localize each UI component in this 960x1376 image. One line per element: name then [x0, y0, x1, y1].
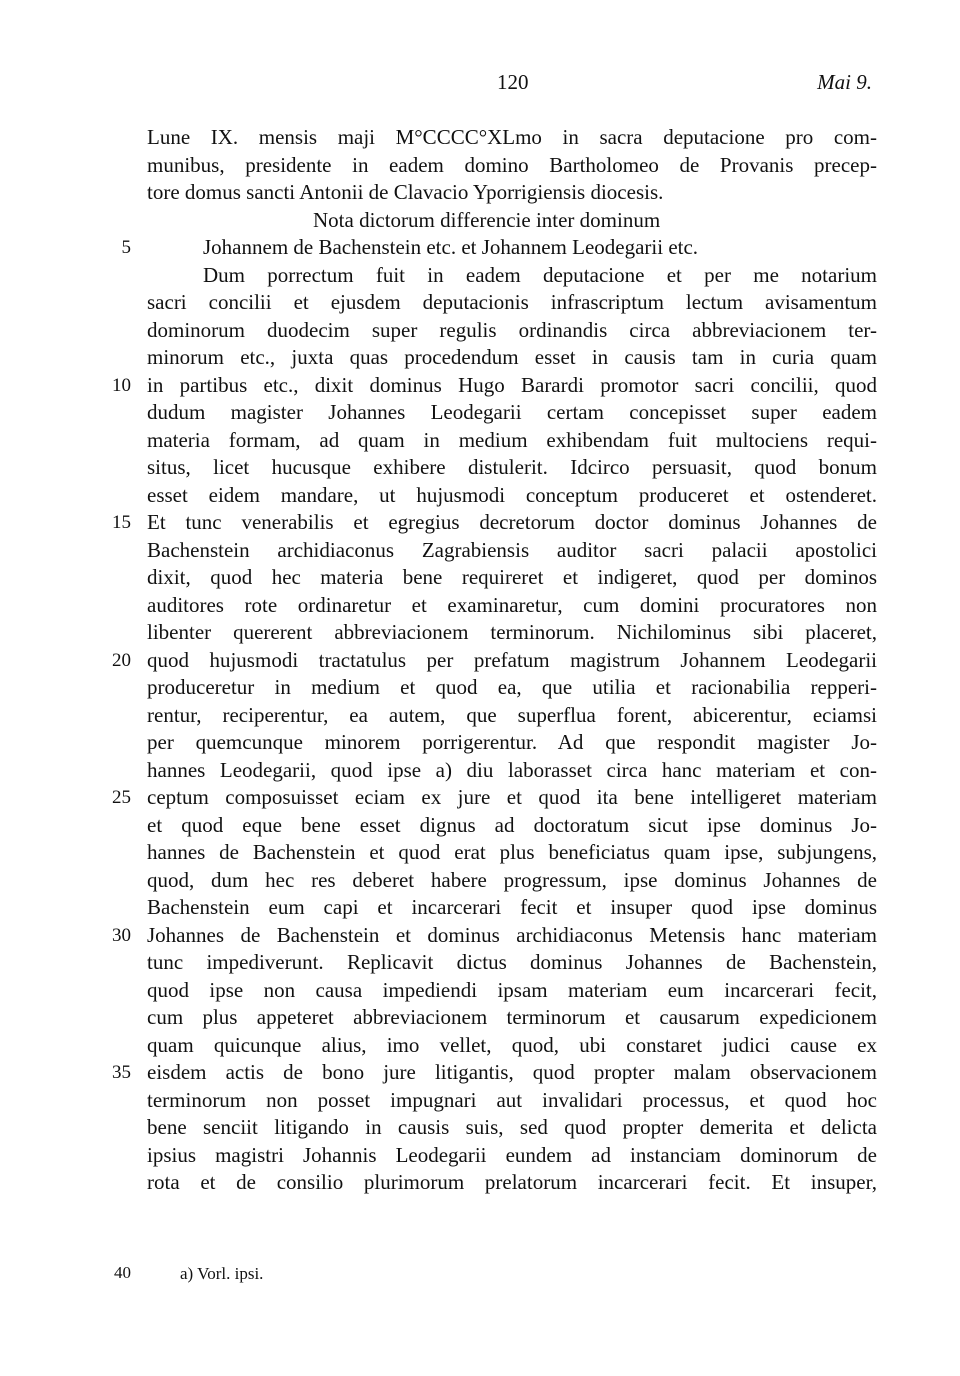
- text-line-17: dixit, quod hec materia bene requireret et indigeret, quod per dominos: [147, 565, 877, 589]
- text-line-37: bene senciit litigando in causis suis, sed quod propter demerita et delicta: [147, 1115, 877, 1139]
- text-line-10: in partibus etc., dixit dominus Hugo Barardi promotor sacri concilii, quod: [147, 372, 877, 397]
- text-line-14: esset eidem mandare, ut hujusmodi conceptum produceret et ostenderet.: [147, 482, 877, 507]
- text-line-25: ceptum composuisset eciam ex jure et quod ita bene intelligeret materiam: [147, 785, 877, 809]
- text-line-36: terminorum non posset impugnari aut invalidari processus, et quod hoc: [147, 1087, 877, 1112]
- text-line-38: ipsius magistri Johannis Leodegarii eundem ad instanciam dominorum de: [147, 1142, 877, 1167]
- text-line-12: materia formam, ad quam in medium exhibendam fuit multociens requi-: [147, 427, 877, 452]
- text-line-2: munibus, presidente in eadem domino Bartholomeo de Provanis precep-: [147, 152, 877, 177]
- text-line-30: Johannes de Bachenstein et dominus archidiaconus Metensis hanc materiam: [147, 922, 877, 947]
- text-line-22: rentur, reciperentur, ea autem, que superflua forent, abicerentur, eciamsi: [147, 702, 877, 727]
- line-number: 20: [112, 649, 131, 671]
- text-line-3: tore domus sancti Antonii de Clavacio Yporrigiensis diocesis.: [147, 180, 664, 204]
- text-line-7: sacri concilii et ejusdem deputacionis infrascriptum lectum avisamentum: [147, 290, 877, 314]
- line-number: 5: [121, 237, 131, 258]
- text-line-13: situs, licet hucusque exhibere distulerit. Idcirco persuasit, quod bonum: [147, 455, 877, 479]
- text-line-16: Bachenstein archidiaconus Zagrabiensis auditor sacri palacii apostolici: [147, 537, 877, 562]
- running-head: Mai 9.: [817, 70, 872, 94]
- text-line-34: quam quicunque alius, imo vellet, quod, ubi constaret judici cause ex: [147, 1032, 877, 1057]
- text-line-1: Lune IX. mensis maji M°CCCC°XLmo in sacra deputacione pro com-: [147, 125, 877, 149]
- text-line-26: et quod eque bene esset dignus ad doctoratum sicut ipse dominus Jo-: [147, 812, 877, 837]
- text-line-9: minorum etc., juxta quas procedendum esset in causis tam in curia quam: [147, 345, 877, 369]
- line-number: 25: [112, 787, 131, 808]
- line-number: 10: [112, 374, 131, 396]
- text-line-31: tunc impediverunt. Replicavit dictus dominus Johannes de Bachenstein,: [147, 950, 877, 974]
- text-line-32: quod ipse non causa impediendi ipsam materiam eum incarcerari fecit,: [147, 977, 877, 1002]
- text-line-27: hannes de Bachenstein et quod erat plus beneficiatus quam ipse, subjungens,: [147, 840, 877, 864]
- text-line-28: quod, dum hec res deberet habere progressum, ipse dominus Johannes de: [147, 867, 877, 892]
- text-line-21: produceretur in medium et quod ea, que utilia et racionabilia repperi-: [147, 675, 877, 699]
- text-line-19: libenter quererent abbreviacionem terminorum. Nichilominus sibi placeret,: [147, 620, 877, 644]
- line-number: 30: [112, 924, 131, 946]
- text-line-6: Dum porrectum fuit in eadem deputacione et per me notarium: [203, 262, 877, 287]
- text-line-24: hannes Leodegarii, quod ipse a) diu laborasset circa hanc materiam et con-: [147, 757, 877, 782]
- line-number: 15: [112, 512, 131, 533]
- text-line-4: Nota dictorum differencie inter dominum: [313, 207, 661, 232]
- text-line-11: dudum magister Johannes Leodegarii certam concepisset super eadem: [147, 400, 877, 424]
- line-number: 35: [112, 1062, 131, 1083]
- footnote: a) Vorl. ipsi.: [180, 1264, 264, 1283]
- text-line-29: Bachenstein eum capi et incarcerari fecit et insuper quod ipse dominus: [147, 895, 877, 919]
- page-number: 120: [497, 70, 529, 94]
- text-line-18: auditores rote ordinaretur et examinaretur, cum domini procuratores non: [147, 592, 877, 617]
- text-line-8: dominorum duodecim super regulis ordinandis circa abbreviacionem ter-: [147, 317, 877, 342]
- text-line-5: Johannem de Bachenstein etc. et Johannem Leodegarii etc.: [203, 235, 699, 259]
- text-line-15: Et tunc venerabilis et egregius decretorum doctor dominus Johannes de: [147, 510, 877, 534]
- text-line-39: rota et de consilio plurimorum prelatorum incarcerari fecit. Et insuper,: [147, 1170, 877, 1194]
- text-line-35: eisdem actis de bono jure litigantis, quod propter malam observacionem: [147, 1060, 877, 1084]
- text-line-23: per quemcunque minorem porrigerentur. Ad que respondit magister Jo-: [147, 730, 877, 754]
- text-line-20: quod hujusmodi tractatulus per prefatum magistrum Johannem Leodegarii: [147, 647, 877, 672]
- footnote-line-number: 40: [114, 1263, 131, 1282]
- text-line-33: cum plus appeteret abbreviacionem terminorum et causarum expedicionem: [147, 1005, 877, 1029]
